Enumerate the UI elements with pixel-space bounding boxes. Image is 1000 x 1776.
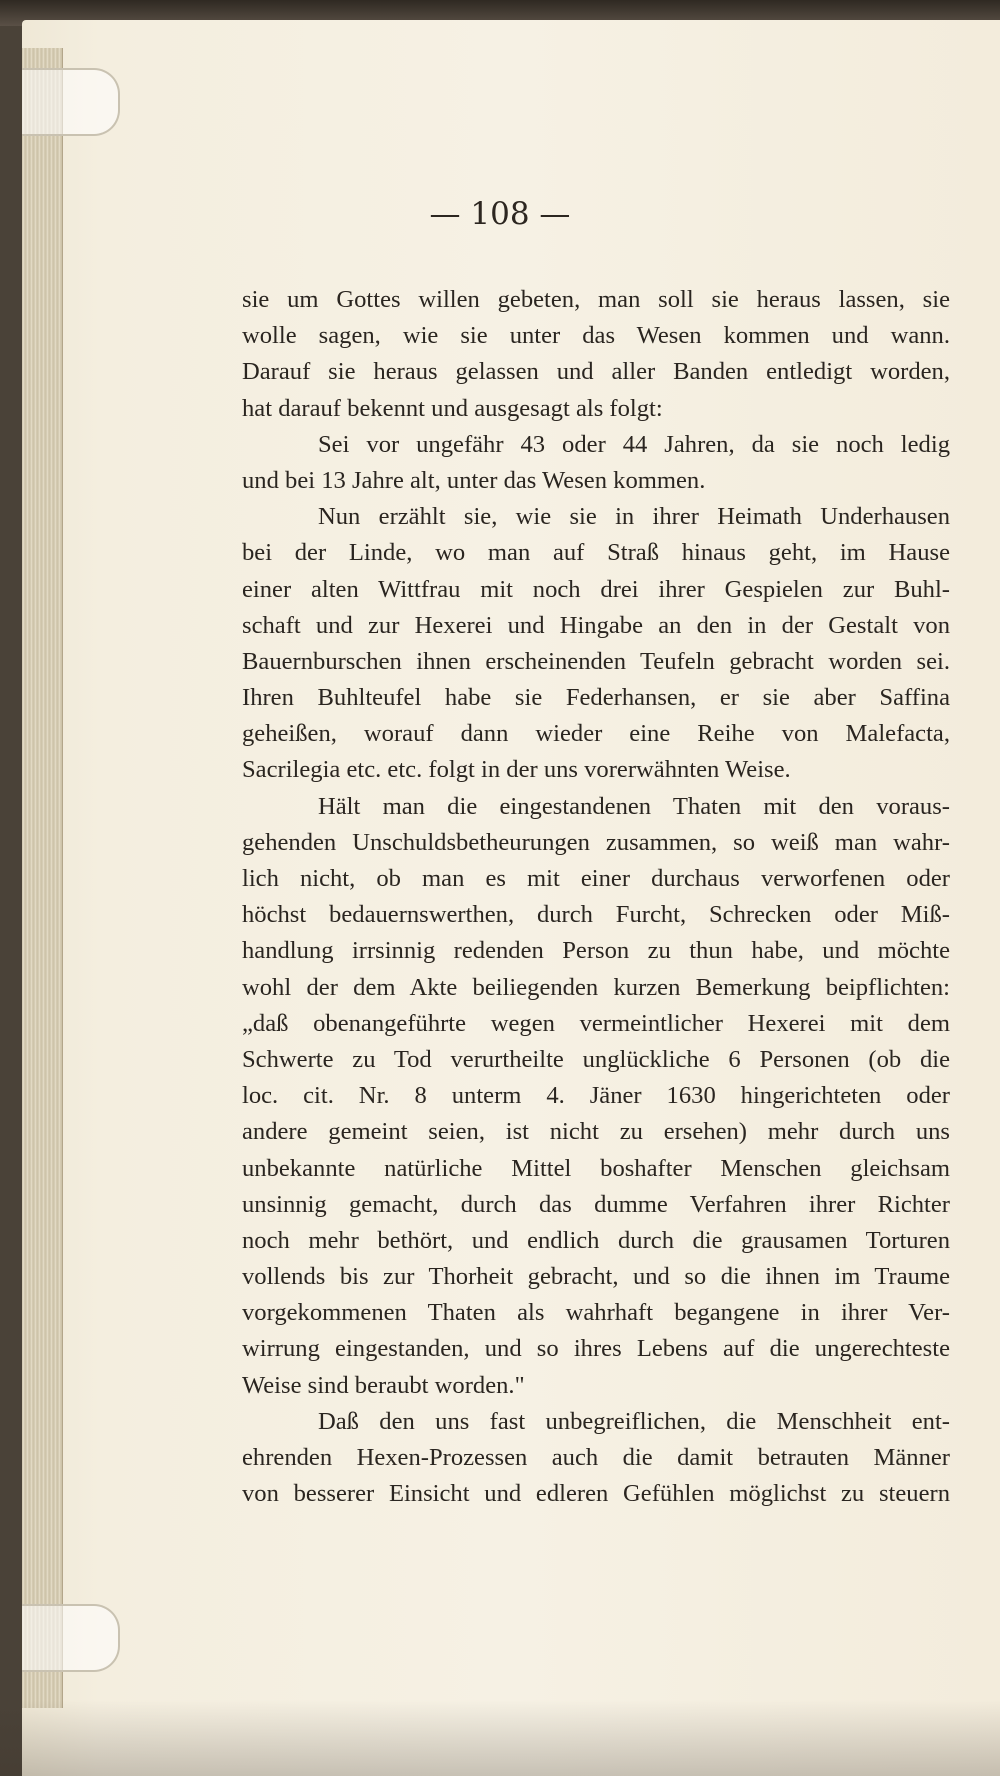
text-line: Ihren Buhlteufel habe sie Federhansen, er sie aber Saffina [242,684,950,712]
text-line: wolle sagen, wie sie unter das Wesen kommen und wann. [242,322,950,350]
text-line: bei der Linde, wo man auf Straß hinaus geht, im Hause [242,539,950,567]
text-line: Darauf sie heraus gelassen und aller Banden entledigt worden, [242,358,950,386]
text-line: Daß den uns fast unbegreiflichen, die Menschheit ent- [318,1407,950,1435]
text-line: unsinnig gemacht, durch das dumme Verfahren ihrer Richter [242,1190,950,1218]
text-line: noch mehr bethört, und endlich durch die grausamen Torturen [242,1226,950,1254]
text-line: wohl der dem Akte beiliegenden kurzen Bemerkung beipflichten: [242,973,950,1001]
text-line: Sacrilegia etc. etc. folgt in der uns vorerwähnten Weise. [242,756,791,784]
text-line: „daß obenangeführte wegen vermeintlicher Hexerei mit dem [242,1009,950,1037]
text-line: ehrenden Hexen-Prozessen auch die damit betrauten Männer [242,1444,950,1471]
page-number: — 108 — [429,196,571,232]
text-line: wirrung eingestanden, und so ihres Lebens auf die ungerechteste [242,1335,950,1363]
body-text [242,282,950,1512]
text-line: höchst bedauernswerthen, durch Furcht, Schrecken oder Miß- [242,901,950,929]
text-line: Schwerte zu Tod verurtheilte unglückliche 6 Personen (ob die [242,1045,950,1073]
text-line: und bei 13 Jahre alt, unter das Wesen kommen. [242,466,706,494]
text-line: Hält man die eingestandenen Thaten mit den voraus- [318,792,950,820]
text-line: von besserer Einsicht und edleren Gefühlen möglichst zu steuern [242,1480,950,1508]
text-line: Sei vor ungefähr 43 oder 44 Jahren, da sie noch ledig [318,430,950,458]
text-line: unbekannte natürliche Mittel boshafter Menschen gleichsam [242,1154,950,1182]
text-line: einer alten Wittfrau mit noch drei ihrer Gespielen zur Buhl- [242,575,950,603]
text-line: lich nicht, ob man es mit einer durchaus verworfenen oder [242,865,950,892]
page-clip-top [22,68,120,136]
text-line: vollends bis zur Thorheit gebracht, und so die ihnen im Traume [242,1263,950,1291]
text-line: andere gemeint seien, ist nicht zu ersehen) mehr durch uns [242,1118,950,1146]
page-clip-bottom [22,1604,120,1672]
text-line: sie um Gottes willen gebeten, man soll sie heraus lassen, sie [242,286,950,313]
page-bottom-shadow [0,1700,1000,1776]
text-line: Weise sind beraubt worden." [242,1371,525,1399]
text-line: loc. cit. Nr. 8 unterm 4. Jäner 1630 hingerichteten oder [242,1082,950,1110]
text-line: hat darauf bekennt und ausgesagt als folgt: [242,394,663,422]
text-line: schaft und zur Hexerei und Hingabe an den in der Gestalt von [242,611,950,639]
text-line: Nun erzählt sie, wie sie in ihrer Heimath Underhausen [318,503,950,531]
text-line: geheißen, worauf dann wieder eine Reihe von Malefacta, [242,720,950,748]
page-edge-stack [22,48,63,1708]
text-line: handlung irrsinnig redenden Person zu thun habe, und möchte [242,937,950,965]
text-line: gehenden Unschuldsbetheurungen zusammen, so weiß man wahr- [242,828,950,856]
text-line: Bauernburschen ihnen erscheinenden Teufeln gebracht worden sei. [242,647,950,675]
text-line: vorgekommenen Thaten als wahrhaft begangene in ihrer Ver- [242,1299,950,1327]
